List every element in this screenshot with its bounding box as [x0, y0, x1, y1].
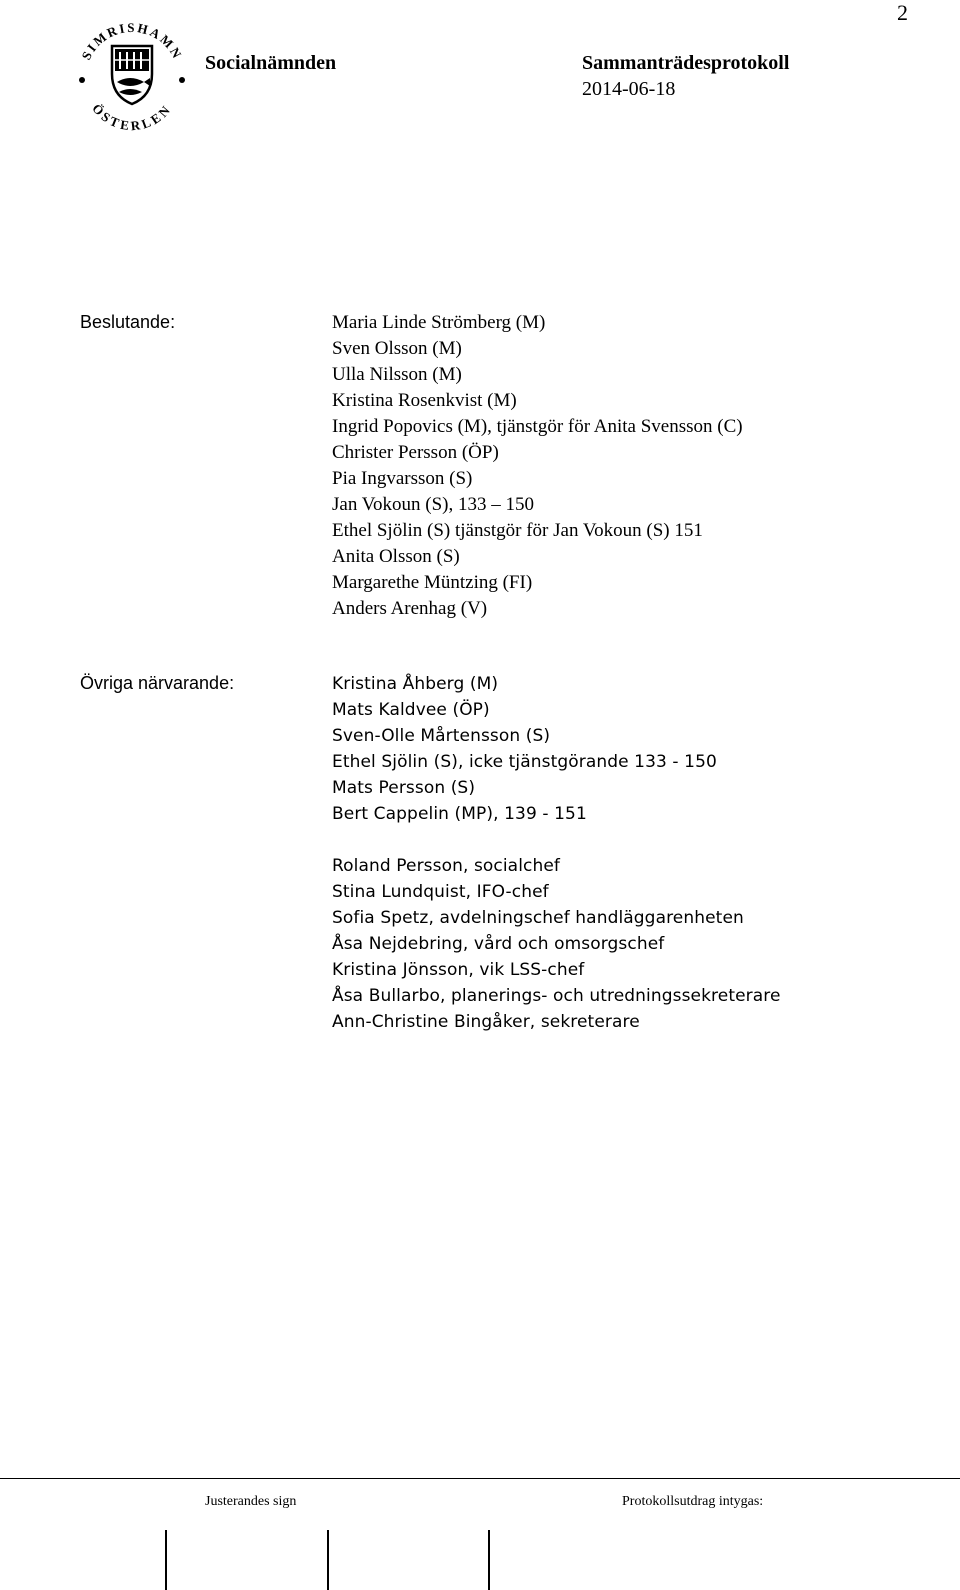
official-item: Åsa Bullarbo, planerings- och utredningssekreterare [332, 986, 781, 1006]
official-item: Ann-Christine Bingåker, sekreterare [332, 1012, 640, 1032]
member-item: Mats Kaldvee (ÖP) [332, 700, 490, 720]
member-item: Ulla Nilsson (M) [332, 364, 462, 385]
signature-box-line [488, 1530, 490, 1590]
member-item: Bert Cappelin (MP), 139 - 151 [332, 804, 587, 824]
svg-text:ÖSTERLEN: ÖSTERLEN [89, 100, 175, 132]
member-item: Anders Arenhag (V) [332, 598, 488, 619]
protokollsutdrag-label: Protokollsutdrag intygas: [622, 1494, 764, 1509]
member-item: Ingrid Popovics (M), tjänstgör för Anita Svensson (C) [332, 416, 743, 437]
signature-box-line [327, 1530, 329, 1590]
simrishamn-logo [72, 12, 192, 132]
beslutande-list [332, 310, 743, 622]
member-item: Pia Ingvarsson (S) [332, 468, 473, 489]
member-item: Ethel Sjölin (S) tjänstgör för Jan Vokoun (S) 151 [332, 520, 703, 541]
official-item: Sofia Spetz, avdelningschef handläggarenheten [332, 908, 744, 928]
official-item: Åsa Nejdebring, vård och omsorgschef [332, 934, 665, 954]
footer-divider [0, 1478, 960, 1479]
header-document-type: Sammanträdesprotokoll [582, 52, 790, 74]
ovriga-list [332, 671, 717, 827]
coat-of-arms-icon [112, 46, 152, 104]
page-number: 2 [897, 0, 908, 25]
member-item: Margarethe Müntzing (FI) [332, 572, 533, 593]
official-item: Roland Persson, socialchef [332, 856, 560, 876]
officials-list [332, 853, 781, 1035]
official-item: Kristina Jönsson, vik LSS-chef [332, 960, 585, 980]
member-item: Jan Vokoun (S), 133 – 150 [332, 494, 534, 515]
header-organization: Socialnämnden [205, 52, 337, 74]
member-item: Kristina Åhberg (M) [332, 674, 499, 694]
signature-box-line [165, 1530, 167, 1590]
member-item: Ethel Sjölin (S), icke tjänstgörande 133 - 150 [332, 752, 717, 772]
member-item: Christer Persson (ÖP) [332, 442, 499, 463]
member-item: Maria Linde Strömberg (M) [332, 312, 546, 333]
member-item: Anita Olsson (S) [332, 546, 460, 567]
svg-text:SIMRISHAMN: SIMRISHAMN [78, 20, 186, 63]
beslutande-label: Beslutande: [80, 312, 176, 332]
justerandes-sign-label: Justerandes sign [205, 1494, 297, 1509]
ovriga-label: Övriga närvarande: [80, 673, 235, 693]
header-date: 2014-06-18 [582, 78, 676, 100]
member-item: Sven-Olle Mårtensson (S) [332, 726, 551, 746]
official-item: Stina Lundquist, IFO-chef [332, 882, 549, 902]
member-item: Sven Olsson (M) [332, 338, 462, 359]
member-item: Mats Persson (S) [332, 778, 476, 798]
member-item: Kristina Rosenkvist (M) [332, 390, 517, 411]
